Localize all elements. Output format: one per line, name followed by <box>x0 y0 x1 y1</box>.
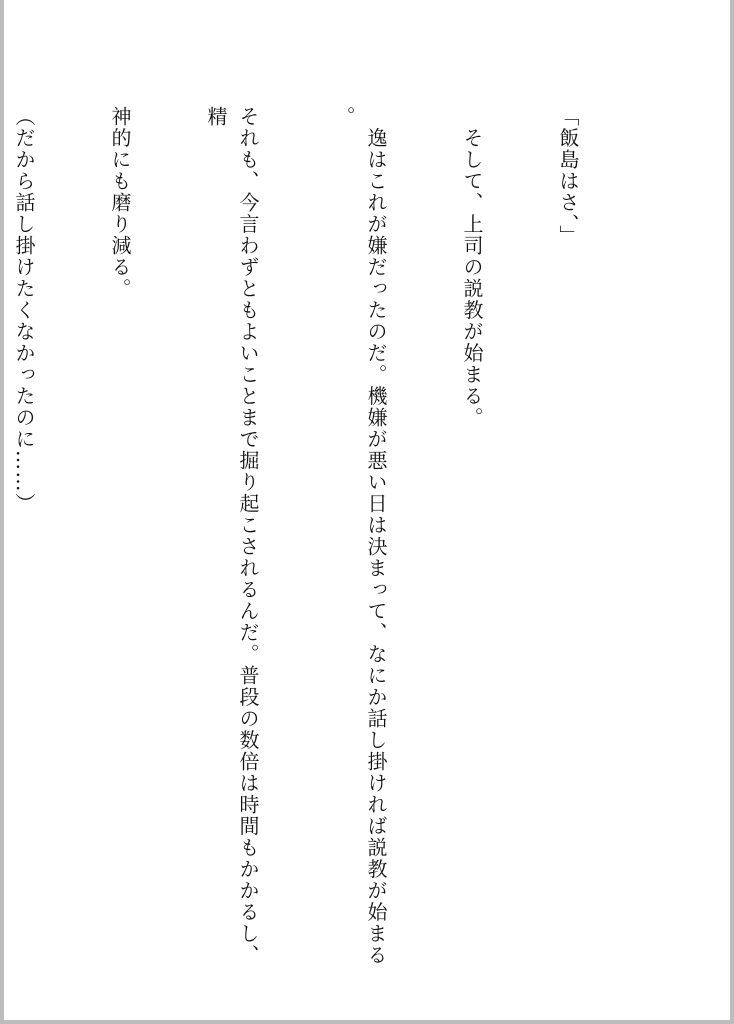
text-line: それも、今言わずともよいことまで掘り起こされるんだ。普段の数倍は時間もかかるし、精 <box>204 106 260 966</box>
text-line: そして、上司の説教が始まる。 <box>460 106 484 429</box>
text-line: 神的にも磨り減る。 <box>108 106 132 300</box>
text-line: 逸はこれが嫌だったのだ。機嫌が悪い日は決まって、なにか話し掛ければ説教が始まる。 <box>332 106 388 966</box>
text-line: 「飯島はさ、」 <box>556 106 580 247</box>
vertical-text-block <box>0 106 648 976</box>
text-line: （だから話し掛けたくなかったのに……） <box>12 106 36 515</box>
